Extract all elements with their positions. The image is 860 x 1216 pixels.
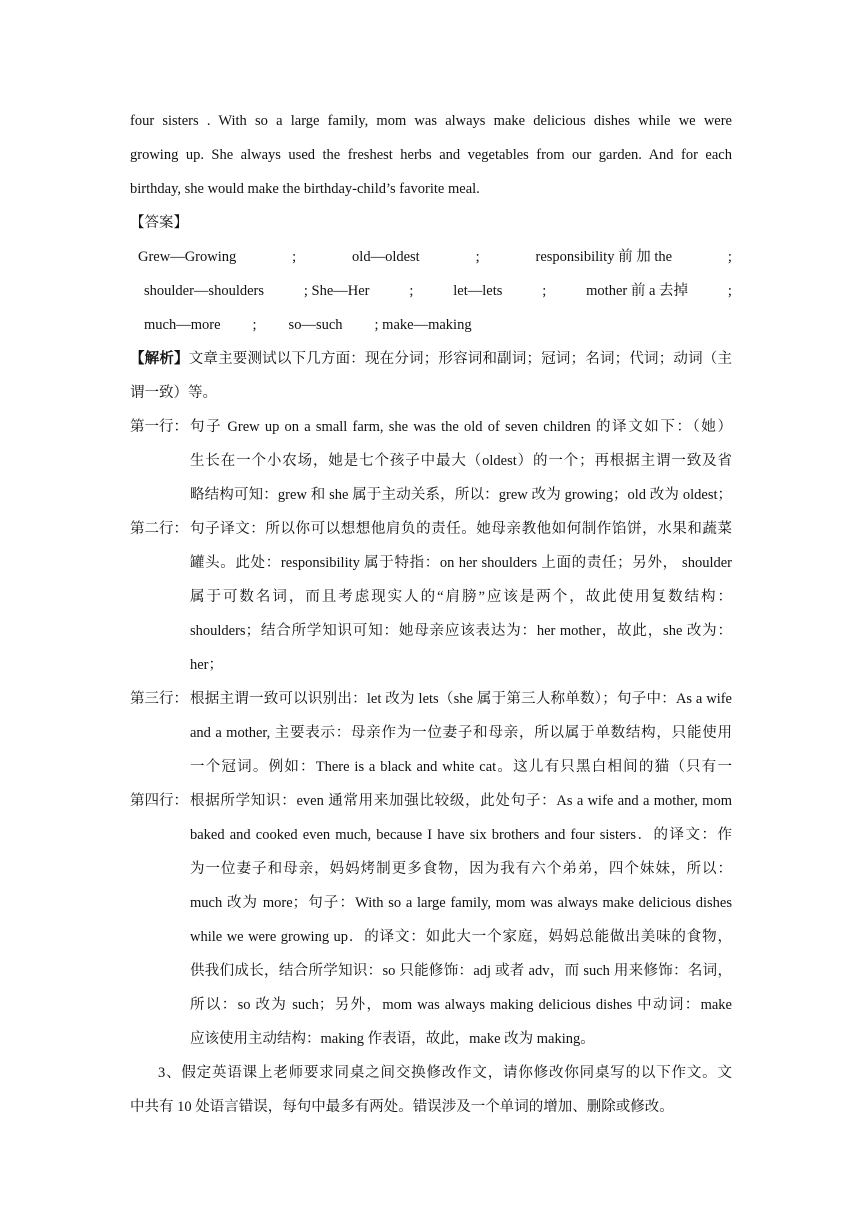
question-line: 3、假定英语课上老师要求同桌之间交换修改作文，请你修改你同桌写的以下作文。文 [158, 1065, 732, 1081]
analysis-item-line: 供我们成长，结合所学知识：so 只能修饰：adj 或者 adv，而 such 用来修饰：名词， [190, 963, 732, 979]
question-line: 中共有 10 处语言错误，每句中最多有两处。错误涉及一个单词的增加、删除或修改。 [130, 1099, 674, 1115]
answer-item: ; make—making [374, 317, 472, 333]
answer-separator: ; [252, 317, 257, 333]
answer-item: old—oldest [352, 249, 420, 265]
analysis-item-line: 句子 Grew up on a small farm, she was the old of seven children 的译文如下：（她） [190, 419, 732, 435]
answer-separator: ; [475, 249, 480, 265]
answer-item: mother 前 a 去掉 [586, 283, 689, 299]
analysis-item-label: 第四行： [130, 793, 188, 809]
analysis-item-line: 根据所学知识：even 通常用来加强比较级，此处句子：As a wife and a mother, mom [190, 793, 732, 809]
passage-line: four sisters . With so a large family, mom was always make delicious dishes while we were [130, 113, 732, 129]
answer-row [130, 240, 732, 274]
analysis-item-line: shoulders；结合所学知识可知：她母亲应该表达为：her mother，故此，she 改为： [190, 623, 732, 639]
analysis-item-label: 第二行： [130, 521, 188, 537]
answer-item: Grew—Growing [138, 249, 237, 265]
analysis-item-3 [130, 682, 732, 784]
analysis-intro-line: 谓一致）等。 [130, 385, 217, 401]
answer-separator: ; [292, 249, 297, 265]
answer-separator: ; [409, 283, 414, 299]
answer-item: ; She—Her [303, 283, 370, 299]
analysis-item-line: 所以：so 改为 such；另外，mom was always making delicious dishes 中动词：make [190, 997, 732, 1013]
analysis-item-label: 第三行： [130, 691, 188, 707]
answer-separator: ; [727, 283, 732, 299]
answer-separator: ; [542, 283, 547, 299]
analysis-item-line: her； [190, 657, 224, 673]
answer-item: shoulder—shoulders [144, 283, 265, 299]
analysis-item-2 [130, 512, 732, 682]
answer-separator: ; [727, 249, 732, 265]
analysis-item-line: 应该使用主动结构：making 作表语，故此，make 改为 making。 [190, 1031, 595, 1047]
passage-line: growing up. She always used the freshest herbs and vegetables from our garden. And for each [130, 147, 732, 163]
analysis-item-line: 属于可数名词，而且考虑现实人的“肩膀”应该是两个，故此使用复数结构： [190, 589, 732, 605]
analysis-item-line: 罐头。此处：responsibility 属于特指：on her shoulders 上面的责任；另外， shoulder [190, 555, 732, 571]
analysis-item-line: 略结构可知：grew 和 she 属于主动关系，所以：grew 改为 growing；old 改为 oldest； [190, 487, 732, 503]
analysis-item-1 [130, 410, 732, 512]
document-page [130, 104, 732, 1124]
analysis-item-line: 根据主谓一致可以识别出：let 改为 lets（she 属于第三人称单数）；句子中：As a wife [190, 691, 732, 707]
analysis-item-line: 为一位妻子和母亲，妈妈烤制更多食物，因为我有六个弟弟，四个妹妹，所以： [190, 861, 732, 877]
analysis-intro-text: 文章主要测试以下几方面：现在分词；形容词和副词；冠词；名词；代词；动词（主 [188, 351, 732, 367]
answer-row [130, 308, 732, 342]
analysis-item-line: 生长在一个小农场，她是七个孩子中最大（oldest）的一个；再根据主谓一致及省 [190, 453, 732, 469]
analysis-item-line: baked and cooked even much, because I have six brothers and four sisters．的译文：作 [190, 827, 732, 843]
answer-item: so—such [288, 317, 343, 333]
answer-item: much—more [144, 317, 221, 333]
analysis-item-label: 第一行： [130, 419, 188, 435]
analysis-intro [130, 342, 732, 376]
analysis-item-line: 句子译文：所以你可以想想他肩负的责任。她母亲教他如何制作馅饼，水果和蔬菜 [190, 521, 732, 537]
passage-line: birthday, she would make the birthday-child’s favorite meal. [130, 181, 480, 197]
answer-row [130, 274, 732, 308]
answer-item: responsibility 前 加 the [535, 249, 673, 265]
answer-heading: 【答案】 [130, 215, 188, 231]
analysis-heading: 【解析】 [130, 351, 189, 367]
analysis-item-line: much 改为 more；句子：With so a large family, mom was always make delicious dishes [190, 895, 732, 911]
analysis-item-4 [130, 784, 732, 1056]
analysis-item-line: 一个冠词。例如：There is a black and white cat。这儿有只黑白相间的猫（只有一 [190, 759, 732, 775]
answer-item: let—lets [453, 283, 503, 299]
analysis-item-line: and a mother, 主要表示：母亲作为一位妻子和母亲，所以属于单数结构，只能使用 [190, 725, 732, 741]
analysis-item-line: while we were growing up．的译文：如此大一个家庭，妈妈总能做出美味的食物， [190, 929, 732, 945]
